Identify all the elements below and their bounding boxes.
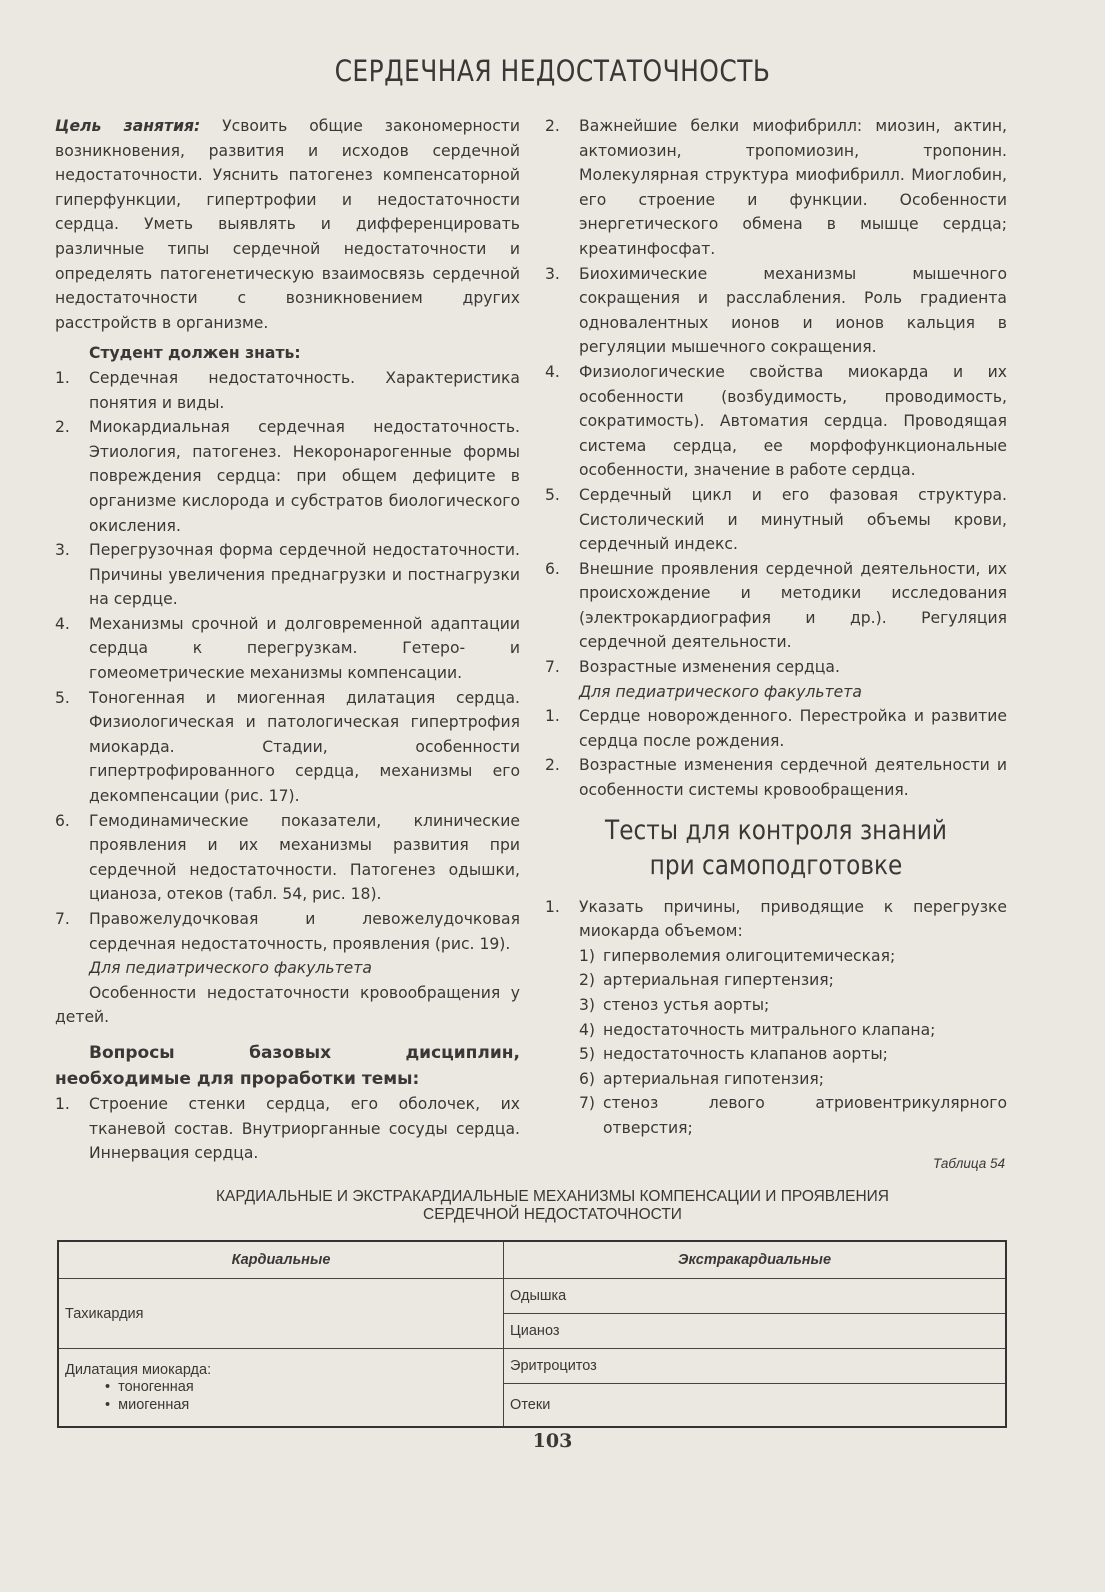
item-number: 7. <box>55 910 70 928</box>
item-text: Внешние проявления сердечной деятельности, их происхождение и методики исследования (электрокардиография и др.). Регуляция сердечной деятельности. <box>579 559 1007 652</box>
goal-label: Цель занятия: <box>55 117 201 135</box>
item-number: 2. <box>545 117 560 135</box>
compensation-table <box>57 1240 1007 1428</box>
item-number: 1. <box>55 1094 70 1113</box>
item-number: 5. <box>55 688 70 707</box>
table-title-line2: СЕРДЕЧНОЙ НЕДОСТАТОЧНОСТИ <box>423 1206 682 1223</box>
cell-edema: Отеки <box>504 1384 1006 1428</box>
must-know-list <box>55 366 520 956</box>
item-text: Миокардиальная сердечная недостаточность. Этиология, патогенез. Некоронарогенные формы повреждения сердца: при общем дефиците в организме кислорода и субстратов биологического окисления. <box>89 418 520 535</box>
list-item <box>545 557 1007 655</box>
pediatric-list <box>545 704 1007 802</box>
left-column <box>55 114 520 1166</box>
cell-erythrocytosis: Эритроцитоз <box>504 1349 1006 1384</box>
list-item <box>55 686 520 809</box>
item-number: 6. <box>545 559 560 578</box>
dilation-type-text: миогенная <box>118 1396 190 1413</box>
list-item <box>55 809 520 907</box>
list-item <box>55 366 520 415</box>
header-cardial: Кардиальные <box>58 1241 504 1279</box>
answer-option <box>545 1091 1007 1140</box>
item-number: 5. <box>545 485 560 504</box>
pediatric-label: Для педиатрического факультета <box>89 959 372 978</box>
header-extracardial: Экстракардиальные <box>504 1241 1006 1279</box>
item-number: 4. <box>545 362 560 381</box>
item-number: 7. <box>545 658 560 677</box>
item-number: 6. <box>55 811 70 830</box>
list-item <box>55 907 520 956</box>
option-number: 4) <box>579 1020 596 1039</box>
test-question <box>545 895 1007 944</box>
item-number: 1. <box>545 897 560 916</box>
answer-option <box>545 968 1007 993</box>
item-text: Биохимические механизмы мышечного сокращения и расслабления. Роль градиента одновалентных ионов и ионов кальция в регуляции мышечного сокращения. <box>579 264 1007 357</box>
table-label: Таблица 54 <box>932 1156 1005 1171</box>
item-text: Сердечный цикл и его фазовая структура. Систолический и минутный объемы крови, сердечный индекс. <box>579 485 1007 554</box>
dilation-type: • миогенная <box>105 1396 190 1413</box>
list-item <box>545 483 1007 557</box>
answer-options <box>545 944 1007 1141</box>
item-text: Гемодинамические показатели, клинические проявления и их механизмы развития при сердечной недостаточности. Патогенез одышки, цианоза, отеков (табл. 54, рис. 18). <box>89 811 520 904</box>
test-list <box>545 895 1007 944</box>
pediatric-text: Особенности недостаточности кровообращения у детей. <box>55 983 520 1027</box>
list-item <box>55 612 520 686</box>
basic-disciplines-heading: Вопросы базовых дисциплин, необходимые для проработки темы: <box>55 1042 520 1089</box>
tests-heading-line2: при самоподготовке <box>649 849 903 881</box>
option-text: артериальная гипертензия; <box>603 971 834 990</box>
option-text: недостаточность клапанов аорты; <box>603 1045 888 1064</box>
pediatric-label: Для педиатрического факультета <box>579 682 862 701</box>
question-text: Указать причины, приводящие к перегрузке миокарда объемом: <box>579 897 1007 941</box>
list-item <box>55 538 520 612</box>
item-text: Важнейшие белки миофибрилл: миозин, актин, актомиозин, тропомиозин, тропонин. Молекулярная структура миофибрилл. Миоглобин, его строение и функции. Особенности энергетического обмена в мышце сердца; креатинфосфат. <box>579 117 1007 258</box>
option-number: 7) <box>579 1094 596 1113</box>
item-text: Перегрузочная форма сердечной недостаточности. Причины увеличения преднагрузки и постнагрузки на сердце. <box>89 541 520 609</box>
option-number: 2) <box>579 971 596 990</box>
option-number: 1) <box>579 946 596 965</box>
cell-cyanosis: Цианоз <box>504 1314 1006 1349</box>
basic-list-part2 <box>545 114 1007 680</box>
list-item <box>545 262 1007 360</box>
item-text: Тоногенная и миогенная дилатация сердца. Физиологическая и патологическая гипертрофия миокарда. Стадии, особенности гипертрофированного сердца, механизмы его декомпенсации (рис. 17). <box>89 688 520 806</box>
option-text: гиперволемия олигоцитемическая; <box>603 946 896 965</box>
item-number: 1. <box>545 707 560 726</box>
item-number: 4. <box>55 614 70 633</box>
list-item <box>545 114 1007 262</box>
item-text: Правожелудочковая и левожелудочковая сердечная недостаточность, проявления (рис. 19). <box>89 910 520 953</box>
basic-list-part1 <box>55 1092 520 1166</box>
cell-tachycardia: Тахикардия <box>58 1279 504 1349</box>
list-item <box>545 360 1007 483</box>
answer-option <box>545 1042 1007 1067</box>
item-number: 2. <box>545 756 560 775</box>
answer-option <box>545 1067 1007 1092</box>
item-text: Сердечная недостаточность. Характеристика понятия и виды. <box>89 368 520 412</box>
item-text: Строение стенки сердца, его оболочек, их тканевой состав. Внутриорганные сосуды сердца. Иннервация сердца. <box>89 1094 520 1163</box>
table-header-row <box>58 1241 1006 1279</box>
item-text: Механизмы срочной и долговременной адаптации сердца к перегрузкам. Гетеро- и гомеометрические механизмы компенсации. <box>89 614 520 683</box>
option-text: недостаточность митрального клапана; <box>603 1020 936 1039</box>
item-number: 2. <box>55 418 70 437</box>
list-item <box>545 753 1007 802</box>
option-text: стеноз устья аорты; <box>603 996 770 1014</box>
answer-option <box>545 993 1007 1018</box>
page-number: 103 <box>532 1430 573 1452</box>
table-row <box>58 1279 1006 1314</box>
option-number: 5) <box>579 1045 596 1064</box>
page-title: СЕРДЕЧНАЯ НЕДОСТАТОЧНОСТЬ <box>334 54 771 88</box>
dilation-type: • тоногенная <box>105 1378 194 1395</box>
right-column <box>545 114 1007 1141</box>
item-number: 3. <box>545 264 560 283</box>
item-text: Физиологические свойства миокарда и их особенности (возбудимость, проводимость, сократимость). Автоматия сердца. Проводящая система сердца, ее морфофункциональные особенности, значение в работе сердца. <box>579 362 1007 480</box>
option-text: стеноз левого атриовентрикулярного отверстия; <box>603 1094 1007 1137</box>
table-row <box>58 1349 1006 1384</box>
lesson-goal <box>55 114 520 335</box>
list-item <box>55 415 520 538</box>
tests-heading-line1: Тесты для контроля знаний <box>605 814 947 846</box>
goal-text: Усвоить общие закономерности возникновения, развития и исходов сердечной недостаточности. Уяснить патогенез компенсаторной гиперфункции, гипертрофии и недостаточности сердца. Уметь выявлять и дифференцировать различные типы сердечной недостаточности и определять патогенетическую взаимосвязь сердечной недостаточности с возникновением других расстройств в организме. <box>55 117 520 332</box>
option-number: 3) <box>579 996 596 1014</box>
item-number: 3. <box>55 541 70 560</box>
cell-dilation <box>58 1349 504 1428</box>
answer-option <box>545 1018 1007 1043</box>
item-text: Возрастные изменения сердечной деятельности и особенности системы кровообращения. <box>579 756 1007 800</box>
cell-dyspnea: Одышка <box>504 1279 1006 1314</box>
list-item <box>545 704 1007 753</box>
table-title <box>0 1188 1105 1224</box>
item-text: Сердце новорожденного. Перестройка и развитие сердца после рождения. <box>579 707 1007 750</box>
must-know-heading: Студент должен знать: <box>89 344 301 363</box>
dilation-label: Дилатация миокарда: <box>65 1361 212 1378</box>
table-title-line1: КАРДИАЛЬНЫЕ И ЭКСТРАКАРДИАЛЬНЫЕ МЕХАНИЗМЫ КОМПЕНСАЦИИ И ПРОЯВЛЕНИЯ <box>215 1188 889 1205</box>
item-number: 1. <box>55 368 70 387</box>
list-item <box>545 655 1007 680</box>
answer-option <box>545 944 1007 969</box>
item-text: Возрастные изменения сердца. <box>579 658 840 677</box>
tests-heading <box>577 813 974 883</box>
dilation-type-text: тоногенная <box>118 1378 194 1395</box>
option-text: артериальная гипотензия; <box>603 1069 824 1088</box>
option-number: 6) <box>579 1069 596 1088</box>
list-item <box>55 1092 520 1166</box>
